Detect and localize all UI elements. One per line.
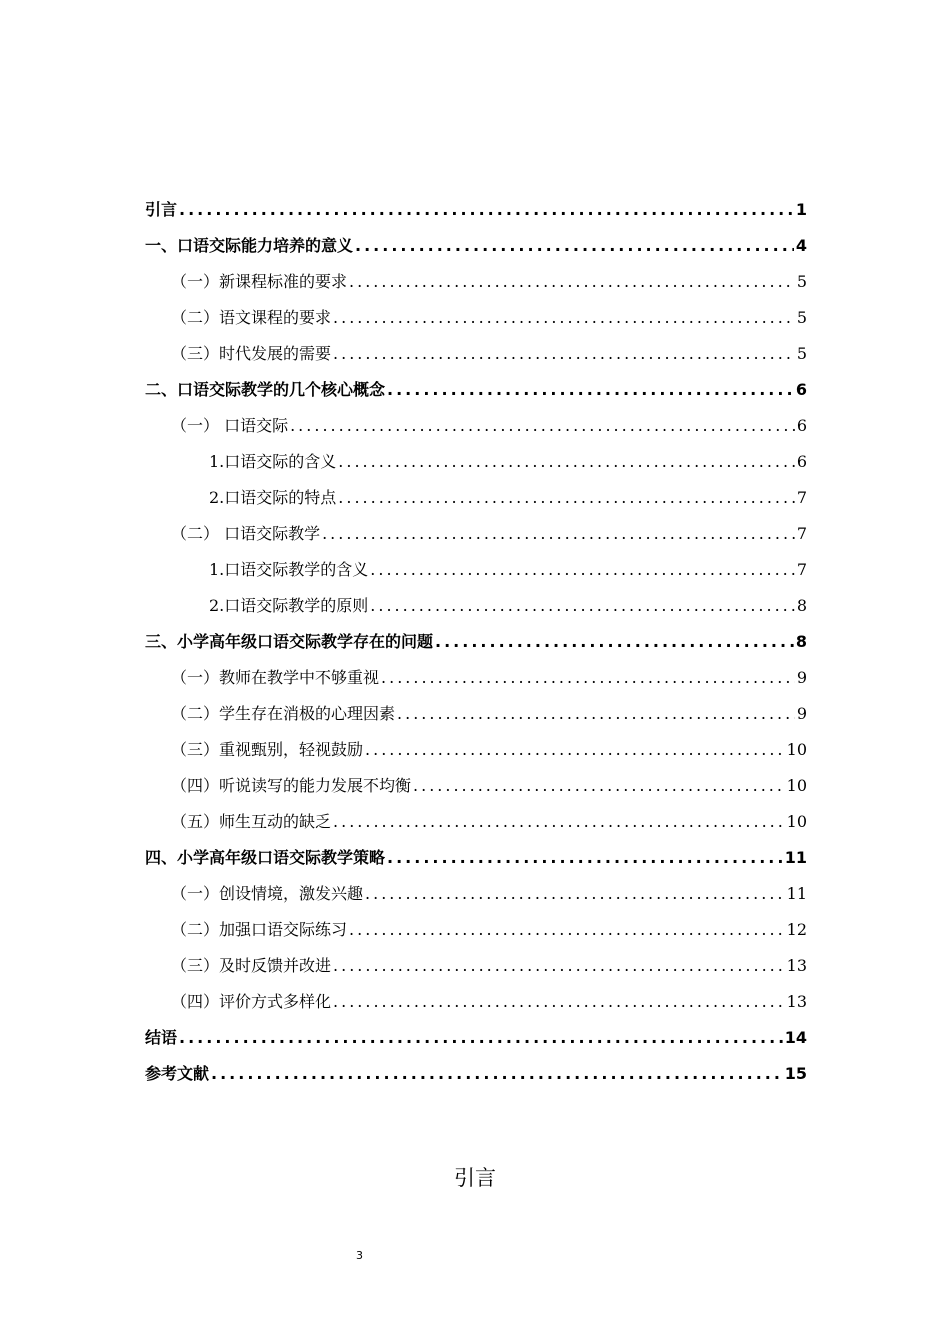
- toc-entry-page: 11: [786, 884, 807, 903]
- toc-entry-label: 一、口语交际能力培养的意义: [145, 236, 354, 255]
- toc-entry[interactable]: [145, 480, 807, 516]
- toc-leader-dots: [333, 300, 795, 336]
- toc-leader-dots: [413, 768, 785, 804]
- toc-entry[interactable]: [145, 1020, 807, 1056]
- toc-leader-dots: [290, 408, 795, 444]
- toc-entry-page: 11: [784, 848, 807, 867]
- toc-entry[interactable]: [145, 228, 807, 264]
- toc-entry-page: 6: [796, 416, 807, 435]
- toc-entry[interactable]: [145, 624, 807, 660]
- toc-leader-dots: [349, 912, 785, 948]
- toc-entry[interactable]: [145, 192, 807, 228]
- toc-entry-page: 7: [796, 524, 807, 543]
- toc-leader-dots: [370, 588, 795, 624]
- toc-entry-page: 14: [784, 1028, 807, 1047]
- toc-leader-dots: [333, 948, 785, 984]
- toc-leader-dots: [349, 264, 795, 300]
- toc-entry[interactable]: [145, 768, 807, 804]
- toc-entry-page: 7: [796, 488, 807, 507]
- toc-entry-page: 5: [796, 272, 807, 291]
- toc-entry[interactable]: [145, 408, 807, 444]
- toc-entry[interactable]: [145, 336, 807, 372]
- toc-entry-page: 7: [796, 560, 807, 579]
- toc-entry[interactable]: [145, 696, 807, 732]
- toc-leader-dots: [435, 624, 794, 660]
- toc-entry[interactable]: [145, 552, 807, 588]
- toc-entry[interactable]: [145, 588, 807, 624]
- toc-leader-dots: [365, 876, 785, 912]
- toc-entry-label: 引言: [145, 200, 178, 219]
- toc-entry[interactable]: [145, 804, 807, 840]
- toc-entry-page: 10: [786, 776, 807, 795]
- toc-leader-dots: [355, 228, 794, 264]
- toc-entry[interactable]: [145, 444, 807, 480]
- toc-entry-page: 12: [786, 920, 807, 939]
- toc-entry-page: 13: [786, 956, 807, 975]
- toc-leader-dots: [333, 336, 795, 372]
- toc-entry-label: （一）创设情境，激发兴趣: [171, 884, 364, 903]
- toc-entry[interactable]: [145, 948, 807, 984]
- toc-leader-dots: [179, 1020, 783, 1056]
- toc-entry-page: 5: [796, 344, 807, 363]
- toc-entry-label: （四）听说读写的能力发展不均衡: [171, 776, 412, 795]
- toc-entry-label: （二）加强口语交际练习: [171, 920, 348, 939]
- toc-entry-page: 8: [795, 632, 807, 651]
- toc-entry-label: （四）评价方式多样化: [171, 992, 332, 1011]
- toc-entry-label: 1.口语交际教学的含义: [209, 560, 369, 579]
- toc-entry-page: 10: [786, 812, 807, 831]
- toc-entry-page: 6: [795, 380, 807, 399]
- toc-entry[interactable]: [145, 1056, 807, 1092]
- toc-entry[interactable]: [145, 264, 807, 300]
- toc-entry-label: （二）学生存在消极的心理因素: [171, 704, 396, 723]
- toc-entry-page: 10: [786, 740, 807, 759]
- toc-leader-dots: [365, 732, 785, 768]
- toc-leader-dots: [397, 696, 795, 732]
- toc-leader-dots: [179, 192, 794, 228]
- toc-entry-label: （三）时代发展的需要: [171, 344, 332, 363]
- toc-entry-page: 13: [786, 992, 807, 1011]
- toc-entry-label: （二） 口语交际教学: [171, 524, 321, 543]
- toc-leader-dots: [338, 480, 795, 516]
- toc-entry[interactable]: [145, 300, 807, 336]
- toc-entry-label: 参考文献: [145, 1064, 210, 1083]
- toc-entry[interactable]: [145, 372, 807, 408]
- toc-entry-label: （三）重视甄别，轻视鼓励: [171, 740, 364, 759]
- toc-entry[interactable]: [145, 912, 807, 948]
- toc-leader-dots: [387, 840, 783, 876]
- toc-entry-label: （一）新课程标准的要求: [171, 272, 348, 291]
- toc-entry-label: 结语: [145, 1028, 178, 1047]
- toc-leader-dots: [338, 444, 795, 480]
- toc-entry[interactable]: [145, 732, 807, 768]
- toc-entry-page: 1: [795, 200, 807, 219]
- toc-entry[interactable]: [145, 840, 807, 876]
- toc-entry-page: 15: [784, 1064, 807, 1083]
- toc-entry[interactable]: [145, 876, 807, 912]
- toc-leader-dots: [322, 516, 795, 552]
- toc-leader-dots: [333, 804, 785, 840]
- toc-entry-label: 2.口语交际教学的原则: [209, 596, 369, 615]
- toc-entry-page: 4: [795, 236, 807, 255]
- page-number: 3: [356, 1249, 363, 1262]
- toc-entry-label: （三）及时反馈并改进: [171, 956, 332, 975]
- toc-leader-dots: [381, 660, 795, 696]
- toc-entry-page: 5: [796, 308, 807, 327]
- toc-entry[interactable]: [145, 660, 807, 696]
- toc-leader-dots: [211, 1056, 783, 1092]
- toc-entry-label: （二）语文课程的要求: [171, 308, 332, 327]
- toc-entry-label: （五）师生互动的缺乏: [171, 812, 332, 831]
- toc-entry-label: （一） 口语交际: [171, 416, 289, 435]
- toc-entry-page: 9: [796, 704, 807, 723]
- toc-entry-page: 9: [796, 668, 807, 687]
- toc-entry-label: 三、小学高年级口语交际教学存在的问题: [145, 632, 434, 651]
- toc-leader-dots: [333, 984, 785, 1020]
- toc-entry-label: 二、口语交际教学的几个核心概念: [145, 380, 386, 399]
- toc-entry-label: （一）教师在教学中不够重视: [171, 668, 380, 687]
- toc-entry[interactable]: [145, 984, 807, 1020]
- toc-leader-dots: [370, 552, 795, 588]
- table-of-contents: [145, 192, 807, 1092]
- toc-entry-label: 四、小学高年级口语交际教学策略: [145, 848, 386, 867]
- section-heading: 引言: [454, 1166, 496, 1190]
- toc-entry-label: 2.口语交际的特点: [209, 488, 337, 507]
- toc-entry-label: 1.口语交际的含义: [209, 452, 337, 471]
- toc-entry[interactable]: [145, 516, 807, 552]
- toc-entry-page: 6: [796, 452, 807, 471]
- toc-leader-dots: [387, 372, 794, 408]
- toc-entry-page: 8: [796, 596, 807, 615]
